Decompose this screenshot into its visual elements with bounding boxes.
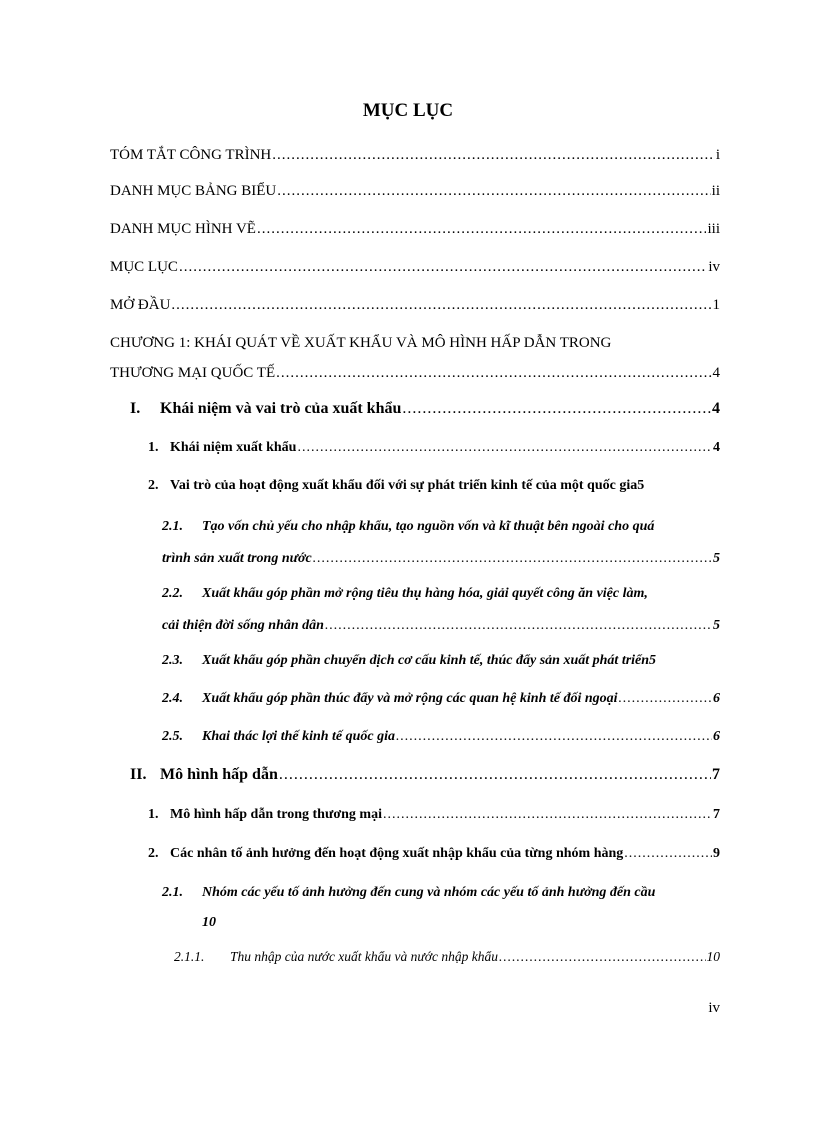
toc-page-number: i (715, 147, 720, 163)
toc-entry-text: Mô hình hấp dẫn trong thương mại (170, 807, 382, 822)
toc-page-number: 4 (713, 440, 720, 455)
toc-page-number: ii (711, 183, 720, 199)
toc-entry-section-II[interactable] (130, 766, 720, 784)
toc-page-number: 10 (706, 949, 720, 964)
toc-entry-number: 2.1. (162, 519, 183, 534)
toc-entry-text: DANH MỤC HÌNH VẼ (110, 221, 256, 237)
toc-entry-summary[interactable] (110, 146, 720, 164)
toc-entry-text: Vai trò của hoạt động xuất khẩu đối với sự phát triển kinh tế của một quốc gia (170, 478, 638, 493)
toc-page-number: 9 (713, 846, 720, 861)
toc-entry-text: MỞ ĐẦU (110, 297, 171, 313)
leader-dots (619, 690, 712, 708)
toc-entry-section-2-5[interactable] (162, 728, 720, 746)
toc-entry-text-line1: Xuất khẩu góp phần mở rộng tiêu thụ hàng hóa, giải quyết công ăn việc làm, (202, 586, 648, 601)
toc-entry-number: 1. (148, 807, 159, 822)
toc-entry-text-line2: THƯƠNG MẠI QUỐC TẾ (110, 365, 276, 381)
toc-entry-number: 2.4. (162, 691, 183, 706)
leader-dots (179, 258, 707, 276)
toc-entry-text: Các nhân tố ảnh hưởng đến hoạt động xuất nhập khẩu của từng nhóm hàng (170, 846, 624, 861)
toc-entry-section-2-3[interactable] (162, 652, 720, 670)
toc-entry-text: Khai thác lợi thế kinh tế quốc gia (202, 729, 396, 744)
toc-page-number: 5 (637, 478, 645, 493)
toc-page-number: 4 (712, 365, 720, 381)
leader-dots (276, 364, 711, 382)
leader-dots (313, 550, 712, 568)
leader-dots (257, 220, 707, 238)
toc-entry-section-II-1[interactable] (148, 806, 720, 824)
toc-entry-number: 2. (148, 846, 159, 861)
toc-entry-section-I[interactable] (130, 400, 720, 418)
toc-entry-text-line1: Nhóm các yếu tố ảnh hưởng đến cung và nhóm các yếu tố ảnh hưởng đến cầu (202, 885, 656, 900)
toc-entry-section-II-2[interactable] (148, 845, 720, 863)
toc-entry-text: Mô hình hấp dẫn (160, 766, 278, 783)
page-number-footer: iv (708, 1000, 720, 1016)
toc-entry-number: 2.1. (162, 885, 183, 900)
toc-entry-number: I. (130, 400, 141, 417)
toc-entry-number: 1. (148, 440, 159, 455)
toc-entry-section-2-1[interactable] (162, 518, 720, 568)
toc-entry-section-II-2-1-1[interactable] (174, 948, 720, 966)
leader-dots (277, 182, 710, 200)
leader-dots (171, 296, 711, 314)
toc-entry-introduction[interactable] (110, 296, 720, 314)
toc-entry-text: Khái niệm xuất khẩu (170, 440, 297, 455)
toc-entry-number: 2.1.1. (174, 949, 205, 964)
toc-entry-number: 2.3. (162, 653, 183, 668)
leader-dots (499, 948, 706, 966)
toc-entry-section-II-2-1[interactable] (162, 884, 720, 932)
toc-entry-number: II. (130, 766, 147, 783)
toc-entry-text: Xuất khẩu góp phần chuyển dịch cơ cấu kinh tế, thúc đẩy sản xuất phát triển (202, 653, 650, 668)
leader-dots (383, 806, 712, 824)
toc-page-number: iv (708, 259, 720, 275)
leader-dots (279, 766, 711, 784)
toc-entry-section-2-4[interactable] (162, 690, 720, 708)
toc-page-number: 5 (713, 618, 720, 633)
toc-entry-text-line1: Tạo vốn chủ yếu cho nhập khẩu, tạo nguồn vốn và kĩ thuật bên ngoài cho quá (202, 519, 655, 534)
leader-dots (272, 146, 715, 164)
toc-page-number: 6 (713, 729, 720, 744)
toc-entry-number: 2.5. (162, 729, 183, 744)
toc-page-number: 5 (649, 653, 657, 668)
toc-entry-text: DANH MỤC BẢNG BIỂU (110, 183, 277, 199)
toc-entry-section-I-1[interactable] (148, 439, 720, 457)
toc-entry-list-of-tables[interactable] (110, 182, 720, 200)
toc-entry-list-of-figures[interactable] (110, 220, 720, 238)
toc-page-number: 7 (713, 807, 720, 822)
toc-entry-text-line2: cải thiện đời sống nhân dân (162, 618, 324, 633)
toc-entry-number: 2.2. (162, 586, 183, 601)
toc-page-number: 6 (713, 691, 720, 706)
toc-page-number: 1 (712, 297, 720, 313)
leader-dots (402, 400, 711, 418)
toc-entry-text: Xuất khẩu góp phần thúc đẩy và mở rộng các quan hệ kinh tế đối ngoại (202, 691, 618, 706)
toc-entry-number: 2. (148, 478, 159, 493)
leader-dots (325, 617, 712, 635)
toc-entry-text: TÓM TẮT CÔNG TRÌNH (110, 147, 272, 163)
toc-entry-section-I-2[interactable] (148, 477, 720, 495)
toc-entry-text-line1: CHƯƠNG 1: KHÁI QUÁT VỀ XUẤT KHẨU VÀ MÔ HÌNH HẤP DẪN TRONG (110, 335, 612, 351)
leader-dots (396, 728, 712, 746)
toc-page-number: 5 (713, 551, 720, 566)
leader-dots (297, 439, 712, 457)
page-title: MỤC LỤC (362, 100, 454, 121)
toc-entry-text: Thu nhập của nước xuất khẩu và nước nhập khẩu (230, 949, 498, 964)
leader-dots (624, 845, 712, 863)
toc-page-number: 10 (202, 915, 216, 930)
toc-entry-contents[interactable] (110, 258, 720, 276)
toc-page-number: iii (707, 221, 720, 237)
toc-entry-text-line2: trình sản xuất trong nước (162, 551, 312, 566)
toc-entry-text: Khái niệm và vai trò của xuất khẩu (160, 400, 402, 417)
toc-entry-text: MỤC LỤC (110, 259, 178, 275)
toc-page-number: 7 (712, 766, 720, 783)
toc-entry-chapter-1[interactable] (110, 334, 720, 382)
toc-entry-section-2-2[interactable] (162, 585, 720, 635)
toc-page-number: 4 (712, 400, 720, 417)
